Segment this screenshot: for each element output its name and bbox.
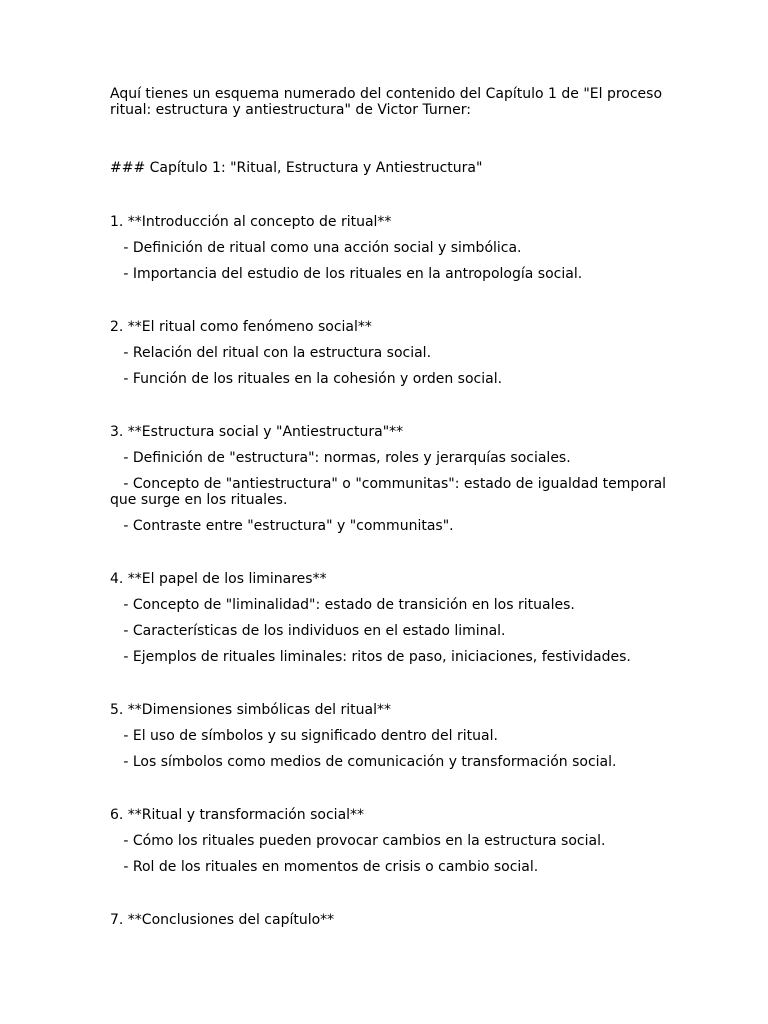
outline-bullet: - Ejemplos de rituales liminales: ritos de paso, iniciaciones, festividades. <box>123 649 631 665</box>
outline-bullet: - Importancia del estudio de los rituales en la antropología social. <box>123 266 583 282</box>
outline-bullet: - Rol de los rituales en momentos de crisis o cambio social. <box>123 859 539 875</box>
outline-bullet: - Concepto de "antiestructura" o "communitas": estado de igualdad temporal que surge en los rituales. <box>110 476 667 508</box>
section-title: 1. **Introducción al concepto de ritual** <box>110 214 392 230</box>
outline-bullet: - Definición de ritual como una acción social y simbólica. <box>123 240 522 256</box>
intro-paragraph: Aquí tienes un esquema numerado del contenido del Capítulo 1 de "El proceso ritual: estructura y antiestructura" de Victor Turner: <box>110 86 663 118</box>
outline-section <box>110 319 670 387</box>
document-page <box>110 86 670 965</box>
outline-bullet: - Características de los individuos en el estado liminal. <box>123 623 506 639</box>
section-title: 5. **Dimensiones simbólicas del ritual** <box>110 702 391 718</box>
section-title: 3. **Estructura social y "Antiestructura"** <box>110 424 404 440</box>
outline-bullet: - El uso de símbolos y su significado dentro del ritual. <box>123 728 498 744</box>
outline-section <box>110 807 670 875</box>
section-title: 7. **Conclusiones del capítulo** <box>110 912 335 928</box>
outline-section <box>110 424 670 534</box>
section-title: 2. **El ritual como fenómeno social** <box>110 319 372 335</box>
outline-bullet: - Cómo los rituales pueden provocar cambios en la estructura social. <box>123 833 606 849</box>
outline-bullet: - Definición de "estructura": normas, roles y jerarquías sociales. <box>123 450 571 466</box>
chapter-heading: ### Capítulo 1: "Ritual, Estructura y Antiestructura" <box>110 160 483 176</box>
outline-bullet: - Relación del ritual con la estructura social. <box>123 345 432 361</box>
outline-bullet: - Los símbolos como medios de comunicación y transformación social. <box>123 754 617 770</box>
outline-bullet: - Función de los rituales en la cohesión y orden social. <box>123 371 503 387</box>
section-title: 6. **Ritual y transformación social** <box>110 807 365 823</box>
outline-section <box>110 214 670 282</box>
outline-bullet: - Contraste entre "estructura" y "communitas". <box>123 518 454 534</box>
section-title: 4. **El papel de los liminares** <box>110 571 327 587</box>
outline-section <box>110 912 670 928</box>
outline-section <box>110 571 670 665</box>
outline-bullet: - Concepto de "liminalidad": estado de transición en los rituales. <box>123 597 575 613</box>
outline-section <box>110 702 670 770</box>
